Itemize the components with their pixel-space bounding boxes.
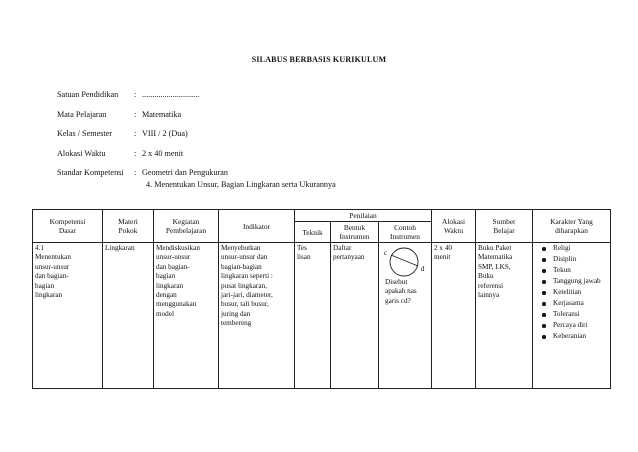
- header-kegiatan: Kegiatan Pembelajaran: [154, 210, 219, 243]
- meta-value: Matematika: [142, 109, 182, 119]
- syllabus-table: [32, 209, 611, 389]
- cell-materi: Lingkaran: [103, 243, 154, 389]
- cell-indikator: Menyebutkan unsur-unsur dan bagian-bagian lingkaran seperti : pusat lingkaran, jari-jari, diameter, busur, tali busur, juring dan tembereng: [219, 243, 295, 389]
- karakter-list: [535, 244, 608, 341]
- list-item: Kerjasama: [553, 299, 608, 308]
- meta-colon: :: [134, 109, 137, 119]
- meta-label: Kelas / Semester: [57, 129, 113, 138]
- cell-bentuk: Daftar pertanyaan: [331, 243, 379, 389]
- contoh-question: Disebut apakah nas garis cd?: [385, 278, 417, 305]
- header-materi: Materi Pokok: [103, 210, 154, 243]
- header-bentuk: Bentuk Instrumen: [331, 222, 379, 243]
- meta-value: ............................: [142, 90, 200, 99]
- meta-row-mapel: [57, 110, 228, 130]
- meta-label: Standar Kompetensi: [57, 168, 124, 177]
- cell-sumber: Buku Paket Matematika SMP, LKS, Buku referensi lainnya: [476, 243, 533, 389]
- point-d-label: d: [421, 265, 425, 273]
- list-item: Tanggung jawab: [553, 277, 608, 286]
- point-c-label: c: [384, 249, 388, 257]
- list-item: Disiplin: [553, 255, 608, 264]
- list-item: Religi: [553, 244, 608, 253]
- meta-colon: :: [134, 148, 137, 158]
- meta-colon: :: [134, 168, 137, 177]
- header-contoh: Contoh Instrumen: [379, 222, 432, 243]
- table-row: [33, 243, 611, 389]
- circle-chord-diagram: [381, 244, 433, 278]
- syllabus-metadata: [57, 90, 228, 188]
- list-item: Percaya diri: [553, 321, 608, 330]
- list-item: Tekun: [553, 266, 608, 275]
- document-title: SILABUS BERBASIS KURIKULUM: [251, 55, 387, 64]
- circle-shape: [390, 248, 418, 276]
- meta-colon: :: [134, 129, 137, 138]
- standar-kompetensi-detail: 4. Menentukan Unsur, Bagian Lingkaran serta Ukurannya: [146, 180, 336, 189]
- cell-kegiatan: Mendiskusikan unsur-unsur dan bagian- bagian lingkaran dengan menggunakan model: [154, 243, 219, 389]
- header-kompetensi: Kompetensi Dasar: [33, 210, 103, 243]
- meta-label: Alokasi Waktu: [57, 148, 106, 158]
- list-item: Toleransi: [553, 310, 608, 319]
- meta-row-kelas: [57, 129, 228, 149]
- header-indikator: Indikator: [219, 210, 295, 243]
- cell-karakter: [533, 243, 611, 389]
- meta-colon: :: [134, 90, 137, 99]
- header-sumber: Sumber Belajar: [476, 210, 533, 243]
- list-item: Keberanian: [553, 332, 608, 341]
- header-karakter: Karakter Yang diharapkan: [533, 210, 611, 243]
- meta-value: Geometri dan Pengukuran: [142, 168, 228, 177]
- cell-alokasi: 2 x 40 menit: [432, 243, 476, 389]
- header-alokasi: Alokasi Waktu: [432, 210, 476, 243]
- meta-label: Satuan Pendidikan: [57, 90, 119, 99]
- cell-kompetensi: 4.1 Menentukan unsur-unsur dan bagian- bagian lingkaran: [33, 243, 103, 389]
- cell-teknik: Tes lisan: [295, 243, 331, 389]
- meta-row-satuan: [57, 90, 228, 110]
- meta-row-alokasi: [57, 149, 228, 169]
- meta-label: Mata Pelajaran: [57, 109, 107, 119]
- meta-value: 2 x 40 menit: [142, 148, 184, 158]
- chord-line: [391, 255, 418, 266]
- header-teknik: Teknik: [295, 222, 331, 243]
- cell-contoh: [379, 243, 432, 389]
- contoh-instrumen: [381, 244, 429, 314]
- meta-value: VIII / 2 (Dua): [142, 129, 188, 138]
- header-penilaian: Penilaian: [295, 210, 432, 222]
- list-item: Ketelitian: [553, 288, 608, 297]
